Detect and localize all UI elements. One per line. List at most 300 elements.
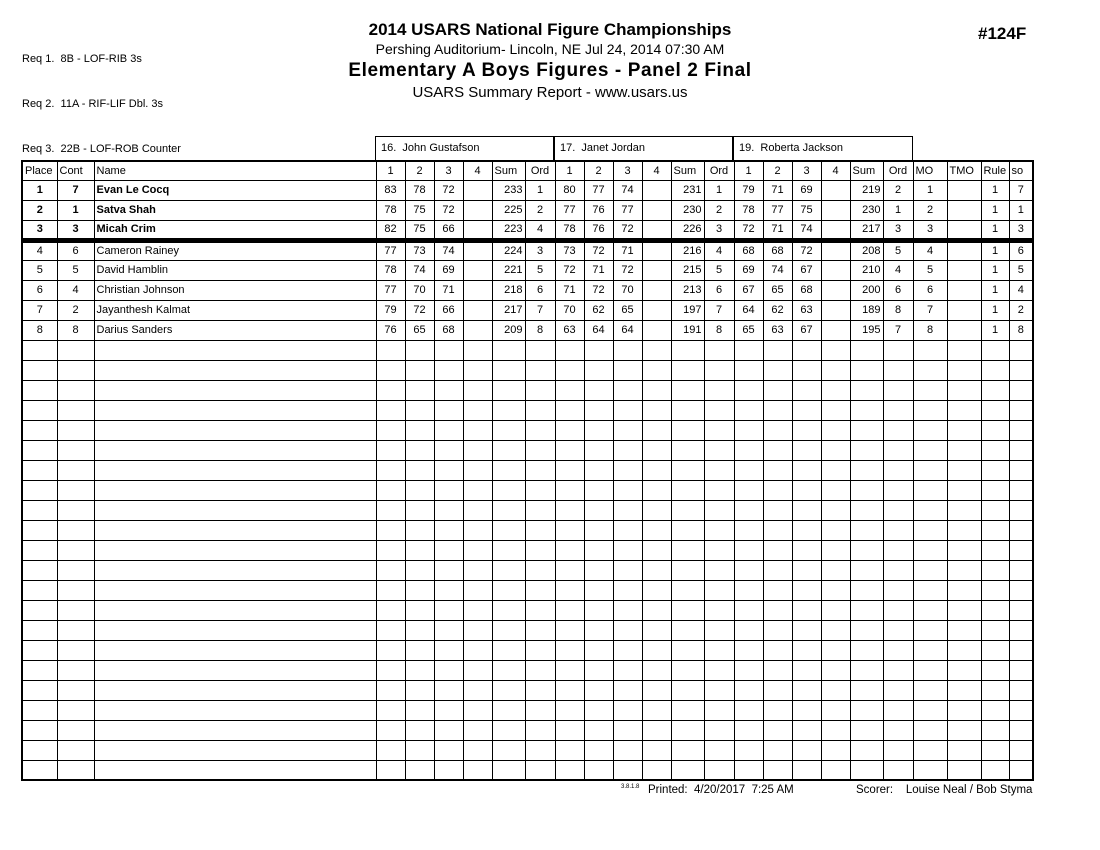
empty-s3-cell (613, 760, 642, 780)
empty-sum-cell (492, 760, 525, 780)
judge-header-2: 17. Janet Jordan (554, 136, 733, 161)
empty-so-cell (1009, 360, 1033, 380)
empty-s2-cell (405, 460, 434, 480)
col-header-name: Name (94, 161, 376, 180)
empty-s3-cell (613, 700, 642, 720)
empty-s1-cell (555, 440, 584, 460)
empty-s3-cell (434, 500, 463, 520)
empty-sum-cell (850, 520, 883, 540)
empty-s3-cell (792, 360, 821, 380)
empty-s1-cell (734, 700, 763, 720)
col-header-s4: 4 (463, 161, 492, 180)
judge2-score3-cell: 65 (613, 300, 642, 320)
empty-s4-cell (821, 580, 850, 600)
mo-cell: 2 (913, 200, 947, 220)
empty-place-cell (22, 580, 57, 600)
empty-sum-cell (850, 500, 883, 520)
empty-sum-cell (492, 600, 525, 620)
empty-name-cell (94, 560, 376, 580)
judge2-score4-cell (642, 280, 671, 300)
empty-ord-cell (525, 580, 555, 600)
empty-s2-cell (584, 560, 613, 580)
empty-cont-cell (57, 440, 94, 460)
empty-mo-cell (913, 700, 947, 720)
empty-s3-cell (613, 660, 642, 680)
empty-so-cell (1009, 480, 1033, 500)
empty-ord-cell (704, 520, 734, 540)
empty-s3-cell (434, 520, 463, 540)
empty-s1-cell (555, 520, 584, 540)
judge1-score1-cell: 79 (376, 300, 405, 320)
judge3-ordinal-cell: 2 (883, 180, 913, 200)
judge3-sum-cell: 208 (850, 240, 883, 260)
empty-rule-cell (981, 360, 1009, 380)
empty-sum-cell (850, 420, 883, 440)
judge1-score1-cell: 77 (376, 280, 405, 300)
empty-sum-cell (671, 540, 704, 560)
empty-so-cell (1009, 700, 1033, 720)
empty-name-cell (94, 740, 376, 760)
empty-s1-cell (734, 760, 763, 780)
empty-ord-cell (883, 680, 913, 700)
judge2-ordinal-cell: 5 (704, 260, 734, 280)
empty-sum-cell (671, 440, 704, 460)
empty-rule-cell (981, 700, 1009, 720)
judge3-score2-cell: 63 (763, 320, 792, 340)
empty-ord-cell (704, 580, 734, 600)
empty-s1-cell (376, 620, 405, 640)
empty-so-cell (1009, 580, 1033, 600)
judge2-score1-cell: 78 (555, 220, 584, 240)
empty-place-cell (22, 600, 57, 620)
rule-cell: 1 (981, 320, 1009, 340)
col-header-ord: Ord (704, 161, 734, 180)
empty-mo-cell (913, 580, 947, 600)
empty-s1-cell (555, 480, 584, 500)
judge2-ordinal-cell: 3 (704, 220, 734, 240)
empty-s1-cell (555, 640, 584, 660)
col-header-rule: Rule (981, 161, 1009, 180)
empty-ord-cell (525, 380, 555, 400)
table-row (22, 220, 1033, 240)
empty-ord-cell (704, 660, 734, 680)
judge1-sum-cell: 218 (492, 280, 525, 300)
judge3-ordinal-cell: 4 (883, 260, 913, 280)
empty-s2-cell (584, 740, 613, 760)
table-row (22, 260, 1033, 280)
skater-name-cell: Micah Crim (94, 220, 376, 240)
empty-s3-cell (613, 620, 642, 640)
judge1-score3-cell: 66 (434, 220, 463, 240)
judge1-ordinal-cell: 5 (525, 260, 555, 280)
judge1-score2-cell: 75 (405, 220, 434, 240)
empty-s1-cell (376, 720, 405, 740)
empty-sum-cell (850, 680, 883, 700)
empty-sum-cell (492, 740, 525, 760)
empty-sum-cell (850, 740, 883, 760)
col-header-s3: 3 (613, 161, 642, 180)
empty-s1-cell (734, 340, 763, 360)
judge2-score2-cell: 77 (584, 180, 613, 200)
empty-name-cell (94, 500, 376, 520)
empty-rule-cell (981, 600, 1009, 620)
empty-name-cell (94, 600, 376, 620)
col-header-so: so (1009, 161, 1033, 180)
empty-ord-cell (525, 620, 555, 640)
place-cell: 3 (22, 220, 57, 240)
col-header-s2: 2 (763, 161, 792, 180)
judge2-ordinal-cell: 7 (704, 300, 734, 320)
judge1-score3-cell: 72 (434, 180, 463, 200)
judge2-score4-cell (642, 320, 671, 340)
empty-rule-cell (981, 440, 1009, 460)
empty-ord-cell (704, 380, 734, 400)
empty-s1-cell (555, 360, 584, 380)
empty-ord-cell (704, 400, 734, 420)
empty-s1-cell (376, 460, 405, 480)
empty-row (22, 660, 1033, 680)
empty-tmo-cell (947, 540, 981, 560)
empty-cont-cell (57, 480, 94, 500)
empty-s1-cell (734, 380, 763, 400)
empty-tmo-cell (947, 700, 981, 720)
judge2-score2-cell: 72 (584, 240, 613, 260)
judge2-ordinal-cell: 4 (704, 240, 734, 260)
empty-mo-cell (913, 340, 947, 360)
empty-ord-cell (883, 480, 913, 500)
contestant-number-cell: 2 (57, 300, 94, 320)
empty-sum-cell (671, 500, 704, 520)
empty-sum-cell (492, 400, 525, 420)
empty-sum-cell (850, 480, 883, 500)
empty-cont-cell (57, 660, 94, 680)
empty-place-cell (22, 520, 57, 540)
empty-sum-cell (850, 640, 883, 660)
judge3-sum-cell: 195 (850, 320, 883, 340)
empty-s4-cell (642, 540, 671, 560)
judge3-score3-cell: 63 (792, 300, 821, 320)
empty-s4-cell (463, 480, 492, 500)
empty-s2-cell (405, 720, 434, 740)
empty-rule-cell (981, 400, 1009, 420)
empty-s4-cell (463, 700, 492, 720)
col-header-s3: 3 (434, 161, 463, 180)
empty-s2-cell (405, 740, 434, 760)
empty-sum-cell (850, 700, 883, 720)
empty-sum-cell (671, 760, 704, 780)
empty-ord-cell (525, 720, 555, 740)
col-header-sum: Sum (492, 161, 525, 180)
empty-s2-cell (584, 640, 613, 660)
empty-s1-cell (734, 720, 763, 740)
empty-tmo-cell (947, 660, 981, 680)
judge2-score2-cell: 62 (584, 300, 613, 320)
place-cell: 7 (22, 300, 57, 320)
empty-s4-cell (642, 340, 671, 360)
empty-s2-cell (584, 400, 613, 420)
empty-mo-cell (913, 500, 947, 520)
empty-s3-cell (613, 520, 642, 540)
empty-place-cell (22, 560, 57, 580)
empty-ord-cell (883, 740, 913, 760)
empty-s4-cell (642, 560, 671, 580)
empty-rule-cell (981, 620, 1009, 640)
empty-sum-cell (671, 640, 704, 660)
empty-s2-cell (405, 340, 434, 360)
empty-rule-cell (981, 460, 1009, 480)
empty-s1-cell (734, 640, 763, 660)
col-header-ord: Ord (525, 161, 555, 180)
empty-sum-cell (492, 620, 525, 640)
empty-s3-cell (434, 560, 463, 580)
empty-s3-cell (434, 740, 463, 760)
judge2-score2-cell: 71 (584, 260, 613, 280)
empty-ord-cell (883, 660, 913, 680)
col-header-mo: MO (913, 161, 947, 180)
col-header-s4: 4 (821, 161, 850, 180)
empty-name-cell (94, 520, 376, 540)
judge1-score2-cell: 75 (405, 200, 434, 220)
empty-rule-cell (981, 580, 1009, 600)
empty-s1-cell (376, 560, 405, 580)
empty-s1-cell (734, 740, 763, 760)
empty-tmo-cell (947, 580, 981, 600)
table-row (22, 180, 1033, 200)
empty-mo-cell (913, 740, 947, 760)
judge1-score3-cell: 72 (434, 200, 463, 220)
empty-ord-cell (525, 460, 555, 480)
empty-ord-cell (883, 340, 913, 360)
empty-s1-cell (734, 420, 763, 440)
page-title: 2014 USARS National Figure Championships (368, 20, 732, 39)
empty-row (22, 380, 1033, 400)
empty-s1-cell (555, 720, 584, 740)
judge3-score1-cell: 78 (734, 200, 763, 220)
empty-ord-cell (883, 720, 913, 740)
empty-s3-cell (613, 340, 642, 360)
empty-tmo-cell (947, 620, 981, 640)
empty-rule-cell (981, 660, 1009, 680)
empty-s4-cell (821, 340, 850, 360)
empty-s4-cell (821, 460, 850, 480)
empty-sum-cell (671, 380, 704, 400)
empty-mo-cell (913, 440, 947, 460)
empty-s2-cell (584, 680, 613, 700)
empty-name-cell (94, 440, 376, 460)
empty-s4-cell (821, 380, 850, 400)
empty-so-cell (1009, 460, 1033, 480)
empty-ord-cell (704, 440, 734, 460)
empty-sum-cell (671, 460, 704, 480)
tmo-cell (947, 280, 981, 300)
empty-name-cell (94, 640, 376, 660)
empty-s2-cell (763, 700, 792, 720)
empty-s1-cell (734, 660, 763, 680)
judge1-score2-cell: 74 (405, 260, 434, 280)
empty-s2-cell (584, 720, 613, 740)
judge3-score2-cell: 71 (763, 220, 792, 240)
tmo-cell (947, 240, 981, 260)
place-cell: 1 (22, 180, 57, 200)
judge1-score1-cell: 78 (376, 200, 405, 220)
empty-s4-cell (642, 460, 671, 480)
judge1-sum-cell: 221 (492, 260, 525, 280)
skater-name-cell: Darius Sanders (94, 320, 376, 340)
judge1-sum-cell: 233 (492, 180, 525, 200)
so-cell: 5 (1009, 260, 1033, 280)
place-cell: 4 (22, 240, 57, 260)
empty-mo-cell (913, 420, 947, 440)
empty-s2-cell (405, 760, 434, 780)
judge3-score4-cell (821, 200, 850, 220)
judge1-score1-cell: 78 (376, 260, 405, 280)
skater-name-cell: Jayanthesh Kalmat (94, 300, 376, 320)
empty-s2-cell (405, 400, 434, 420)
so-cell: 3 (1009, 220, 1033, 240)
empty-ord-cell (704, 720, 734, 740)
empty-s1-cell (376, 660, 405, 680)
empty-ord-cell (883, 500, 913, 520)
empty-name-cell (94, 720, 376, 740)
empty-tmo-cell (947, 380, 981, 400)
empty-s4-cell (821, 620, 850, 640)
empty-s4-cell (642, 640, 671, 660)
judge2-score4-cell (642, 260, 671, 280)
empty-tmo-cell (947, 360, 981, 380)
empty-s2-cell (763, 560, 792, 580)
empty-s3-cell (434, 380, 463, 400)
empty-s3-cell (434, 720, 463, 740)
empty-sum-cell (850, 720, 883, 740)
empty-row (22, 480, 1033, 500)
empty-s2-cell (763, 340, 792, 360)
judge1-score1-cell: 76 (376, 320, 405, 340)
empty-s4-cell (463, 660, 492, 680)
empty-tmo-cell (947, 740, 981, 760)
empty-tmo-cell (947, 400, 981, 420)
empty-s1-cell (376, 760, 405, 780)
judge2-ordinal-cell: 1 (704, 180, 734, 200)
empty-sum-cell (671, 360, 704, 380)
empty-s1-cell (555, 380, 584, 400)
empty-s2-cell (763, 660, 792, 680)
empty-s2-cell (763, 580, 792, 600)
so-cell: 4 (1009, 280, 1033, 300)
empty-sum-cell (671, 480, 704, 500)
empty-s1-cell (734, 480, 763, 500)
empty-row (22, 420, 1033, 440)
judge3-score1-cell: 64 (734, 300, 763, 320)
judge3-score1-cell: 67 (734, 280, 763, 300)
empty-row (22, 640, 1033, 660)
empty-s4-cell (821, 660, 850, 680)
judge3-sum-cell: 217 (850, 220, 883, 240)
empty-s3-cell (792, 340, 821, 360)
empty-s3-cell (792, 520, 821, 540)
empty-s4-cell (642, 520, 671, 540)
empty-s3-cell (613, 600, 642, 620)
rule-cell: 1 (981, 240, 1009, 260)
empty-s4-cell (821, 400, 850, 420)
requirement-line-3: Req 3. 22B - LOF-ROB Counter (22, 143, 181, 155)
empty-ord-cell (525, 500, 555, 520)
col-header-s3: 3 (792, 161, 821, 180)
empty-row (22, 600, 1033, 620)
judge3-score3-cell: 69 (792, 180, 821, 200)
empty-ord-cell (883, 540, 913, 560)
judge1-score2-cell: 73 (405, 240, 434, 260)
empty-s1-cell (555, 680, 584, 700)
judge1-score4-cell (463, 260, 492, 280)
empty-s4-cell (821, 740, 850, 760)
empty-sum-cell (492, 440, 525, 460)
empty-ord-cell (525, 520, 555, 540)
table-row (22, 300, 1033, 320)
empty-s1-cell (555, 600, 584, 620)
empty-s3-cell (434, 700, 463, 720)
empty-ord-cell (704, 460, 734, 480)
empty-cont-cell (57, 520, 94, 540)
empty-cont-cell (57, 680, 94, 700)
place-cell: 8 (22, 320, 57, 340)
empty-s3-cell (434, 680, 463, 700)
judge2-score2-cell: 76 (584, 200, 613, 220)
empty-s2-cell (584, 480, 613, 500)
empty-cont-cell (57, 640, 94, 660)
mo-cell: 7 (913, 300, 947, 320)
empty-cont-cell (57, 700, 94, 720)
empty-s4-cell (463, 680, 492, 700)
empty-s4-cell (463, 600, 492, 620)
empty-place-cell (22, 380, 57, 400)
judge3-ordinal-cell: 1 (883, 200, 913, 220)
empty-name-cell (94, 340, 376, 360)
empty-tmo-cell (947, 480, 981, 500)
empty-mo-cell (913, 380, 947, 400)
empty-row (22, 560, 1033, 580)
empty-s2-cell (763, 600, 792, 620)
empty-ord-cell (883, 460, 913, 480)
judge1-score1-cell: 83 (376, 180, 405, 200)
empty-s2-cell (584, 460, 613, 480)
empty-s1-cell (734, 600, 763, 620)
judge2-score1-cell: 73 (555, 240, 584, 260)
skater-name-cell: Evan Le Cocq (94, 180, 376, 200)
empty-mo-cell (913, 460, 947, 480)
empty-s2-cell (405, 500, 434, 520)
empty-s3-cell (613, 720, 642, 740)
empty-row (22, 360, 1033, 380)
contestant-number-cell: 8 (57, 320, 94, 340)
empty-ord-cell (704, 700, 734, 720)
judge2-sum-cell: 216 (671, 240, 704, 260)
table-row (22, 280, 1033, 300)
empty-row (22, 740, 1033, 760)
empty-s4-cell (642, 740, 671, 760)
empty-mo-cell (913, 680, 947, 700)
empty-s1-cell (376, 580, 405, 600)
empty-place-cell (22, 640, 57, 660)
skater-name-cell: Cameron Rainey (94, 240, 376, 260)
empty-sum-cell (850, 660, 883, 680)
judge2-score1-cell: 63 (555, 320, 584, 340)
empty-s2-cell (763, 420, 792, 440)
judge3-score2-cell: 62 (763, 300, 792, 320)
empty-s1-cell (376, 520, 405, 540)
col-header-s2: 2 (405, 161, 434, 180)
judge3-score1-cell: 79 (734, 180, 763, 200)
col-header-cont: Cont (57, 161, 94, 180)
